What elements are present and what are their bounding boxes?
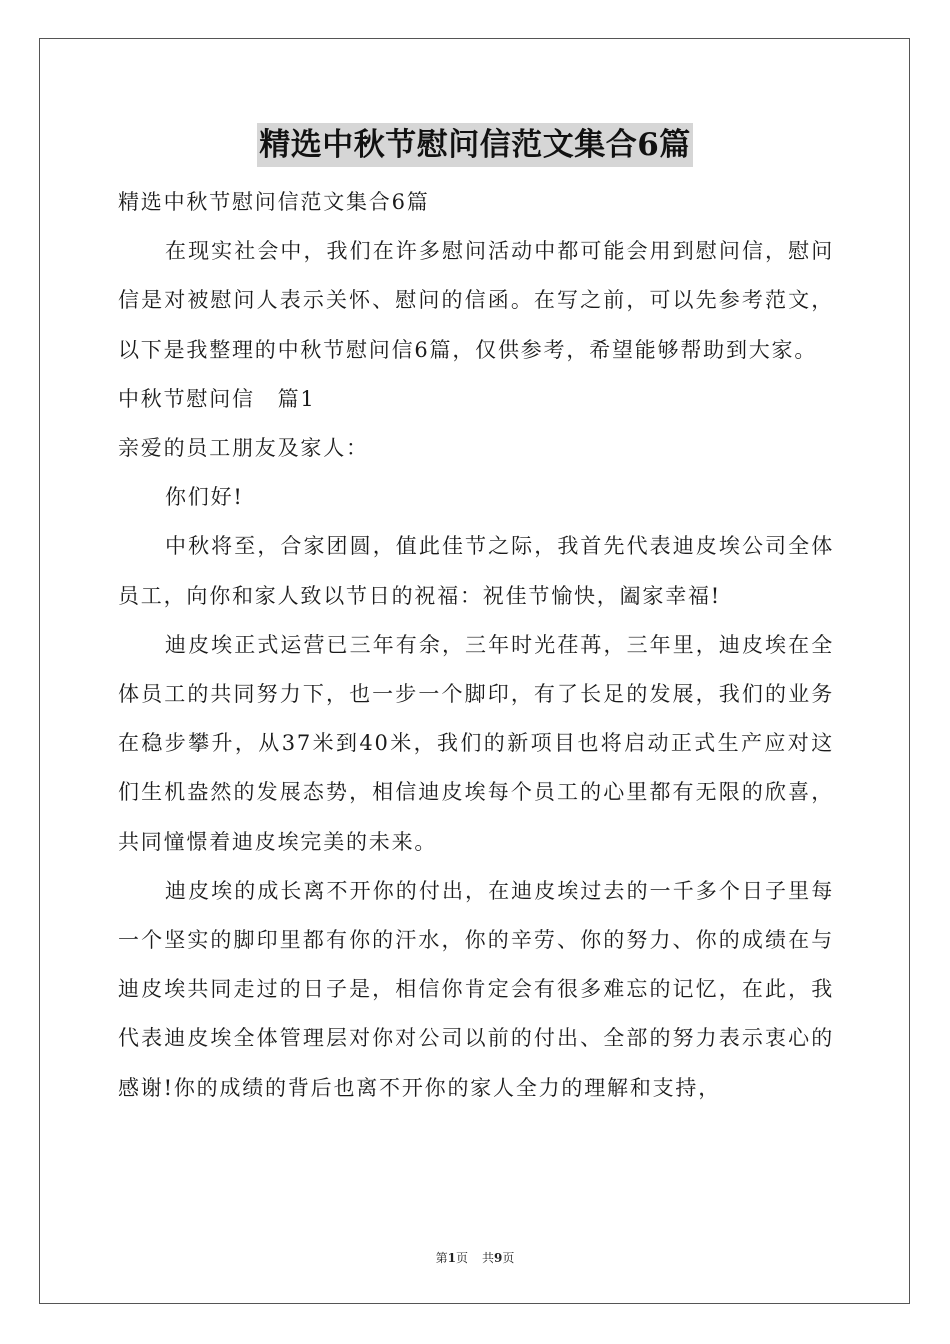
paragraph: 迪皮埃正式运营已三年有余，三年时光荏苒，三年里，迪皮埃在全体员工的共同努力下，也一步一个脚印，有了长足的发展，我们的业务在稳步攀升，从37米到40米，我们的新项目也将启动正式生产应对这们生机盎然的发展态势，相信迪皮埃每个员工的心里都有无限的欣喜，共同憧憬着迪皮埃完美的未来。: [118, 632, 834, 854]
document-title: 精选中秋节慰问信范文集合6篇: [257, 123, 693, 167]
paragraph: 中秋将至，合家团圆，值此佳节之际，我首先代表迪皮埃公司全体员工，向你和家人致以节日的祝福：祝佳节愉快，阖家幸福!: [118, 534, 834, 608]
document-body: [118, 178, 834, 1113]
total-prefix: 共: [482, 1251, 495, 1265]
page-prefix: 第: [435, 1251, 448, 1265]
title-container: [0, 123, 950, 167]
page-number: 1: [447, 1251, 456, 1265]
total-pages: 9: [494, 1251, 503, 1265]
paragraph: 在现实社会中，我们在许多慰问活动中都可能会用到慰问信，慰问信是对被慰问人表示关怀、慰问的信函。在写之前，可以先参考范文，以下是我整理的中秋节慰问信6篇，仅供参考，希望能够帮助到大家。: [118, 239, 834, 362]
paragraph: 精选中秋节慰问信范文集合6篇: [118, 190, 430, 214]
page-footer: [0, 1249, 950, 1266]
salutation: 亲爱的员工朋友及家人：: [118, 436, 369, 461]
paragraph: 迪皮埃的成长离不开你的付出，在迪皮埃过去的一千多个日子里每一个坚实的脚印里都有你的汗水，你的辛劳、你的努力、你的成绩在与迪皮埃共同走过的日子是，相信你肯定会有很多难忘的记忆，在此，我代表迪皮埃全体管理层对你对公司以前的付出、全部的努力表示衷心的感谢!你的成绩的背后也离不开你的家人全力的理解和支持，: [118, 878, 834, 1100]
page-suffix: 页: [455, 1251, 468, 1265]
greeting: 你们好!: [165, 485, 244, 510]
total-suffix: 页: [502, 1251, 515, 1265]
section-heading: 中秋节慰问信 篇1: [118, 386, 316, 411]
